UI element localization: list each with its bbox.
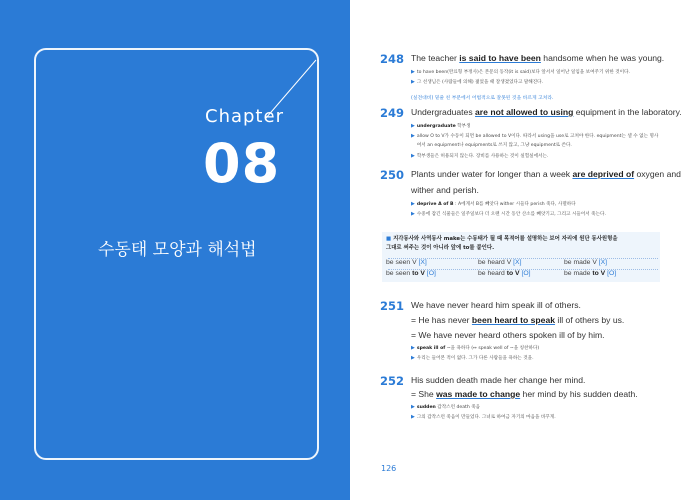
sentence-line: = We have never heard others spoken ill of by him. xyxy=(411,330,605,340)
chapter-label: Chapter xyxy=(205,106,284,127)
entry-number: 248 xyxy=(380,52,405,66)
pattern-cell: be seen V [X] xyxy=(386,259,427,266)
sentence-line: The teacher is said to have been handsome when he was young. xyxy=(411,53,665,63)
triangle-bullet-icon: ▶ xyxy=(411,69,415,75)
triangle-bullet-icon: ▶ xyxy=(411,153,415,159)
triangle-bullet-icon: ▶ xyxy=(411,404,415,410)
note-line: ▶ speak ill of ~을 욕하다 (↔ speak well of ~을 칭찬하다) xyxy=(411,345,540,351)
square-bullet-icon: ■ xyxy=(386,236,392,242)
pattern-cell: be made V [X] xyxy=(564,259,608,266)
pattern-cell: be heard V [X] xyxy=(478,259,522,266)
note-line: ▶ to have been(완료형 부정사)은 본문의 동작(it is said)보다 앞서서 일어난 일임을 보여주기 위한 것이다. xyxy=(411,69,630,75)
chapter-title: 수동태 모양과 해석법 xyxy=(98,240,257,260)
note-line: ▶ undergraduate 학부생 xyxy=(411,123,471,129)
pattern-cell: be seen to V [O] xyxy=(386,270,436,277)
note-line: ▶ 그의 갑작스런 죽음이 만들었다. 그녀로 하여금 자기의 마음을 바꾸게. xyxy=(411,414,556,420)
note-line: ▶ sudden 갑작스런 death 죽음 xyxy=(411,404,481,410)
note-line: ▶ deprive A of B : A에게서 B를 빼앗다 wither 시들다 perish 죽다, 사멸하다 xyxy=(411,201,576,207)
triangle-bullet-icon: ▶ xyxy=(411,123,415,129)
entry-number: 250 xyxy=(380,168,405,182)
sentence-line: wither and perish. xyxy=(411,185,479,195)
sentence-line: We have never heard him speak ill of others. xyxy=(411,300,581,310)
note-line: ▶ 그 선생님은 (사람들에 의해) 젊었을 때 잘생겼었다고 말해진다. xyxy=(411,79,544,85)
triangle-bullet-icon: ▶ xyxy=(411,345,415,351)
sentence-line: = He has never been heard to speak ill of others by us. xyxy=(411,315,625,325)
sentence-line: Undergraduates are not allowed to using equipment in the laboratory. xyxy=(411,107,682,117)
sentence-line: = She was made to change her mind by his sudden death. xyxy=(411,389,638,399)
grammar-note-box xyxy=(382,232,660,282)
triangle-bullet-icon: ▶ xyxy=(411,414,415,420)
pattern-cell: be made to V [O] xyxy=(564,270,617,277)
entry-number: 252 xyxy=(380,374,405,388)
dotted-divider xyxy=(388,258,658,259)
entry-number: 249 xyxy=(380,106,405,120)
triangle-bullet-icon: ▶ xyxy=(411,355,415,361)
note-line: ▶ 수중에 잠긴 식물들은 일주일보다 더 오랜 시간 동안 산소를 빼앗기고, 그리고 시들어서 죽는다. xyxy=(411,211,606,217)
grammar-note-title: ■ 지각동사와 사역동사 make는 수동태가 될 때 목적어를 설명하는 보어 자리에 원단 동사원형을 그대로 써주는 것이 아니라 앞에 to를 붙인다. xyxy=(386,236,618,251)
sentence-line: His sudden death made her change her mind. xyxy=(411,375,586,385)
triangle-bullet-icon: ▶ xyxy=(411,79,415,85)
triangle-bullet-icon: ▶ xyxy=(411,211,415,217)
page-number: 126 xyxy=(381,464,397,473)
pattern-cell: be heard to V [O] xyxy=(478,270,531,277)
sentence-line: Plants under water for longer than a week are deprived of oxygen and xyxy=(411,169,681,179)
triangle-bullet-icon: ▶ xyxy=(411,201,415,207)
note-line: 여서 an equipment나 equipments로 쓰지 않고, 그냥 equipment로 쓴다. xyxy=(416,143,572,148)
exercise-hint: (실전대비) 밑줄 친 부분에서 어법적으로 잘못된 것을 바르게 고쳐라. xyxy=(411,96,554,101)
note-line: ▶ 우리는 들어본 적이 없다. 그가 다른 사람들을 욕하는 것을. xyxy=(411,355,534,361)
note-line: ▶ allow O to V가 수동이 되면 be allowed to V이다. 따라서 using을 use로 고쳐야 한다. equipment는 셀 수 없는 명사 xyxy=(411,133,659,139)
chapter-number: 08 xyxy=(203,132,281,195)
entry-number: 251 xyxy=(380,299,405,313)
note-line: ▶ 학부생들은 허용되지 않는다. 장비를 사용하는 것이 실험실에서는. xyxy=(411,153,549,159)
triangle-bullet-icon: ▶ xyxy=(411,133,415,139)
